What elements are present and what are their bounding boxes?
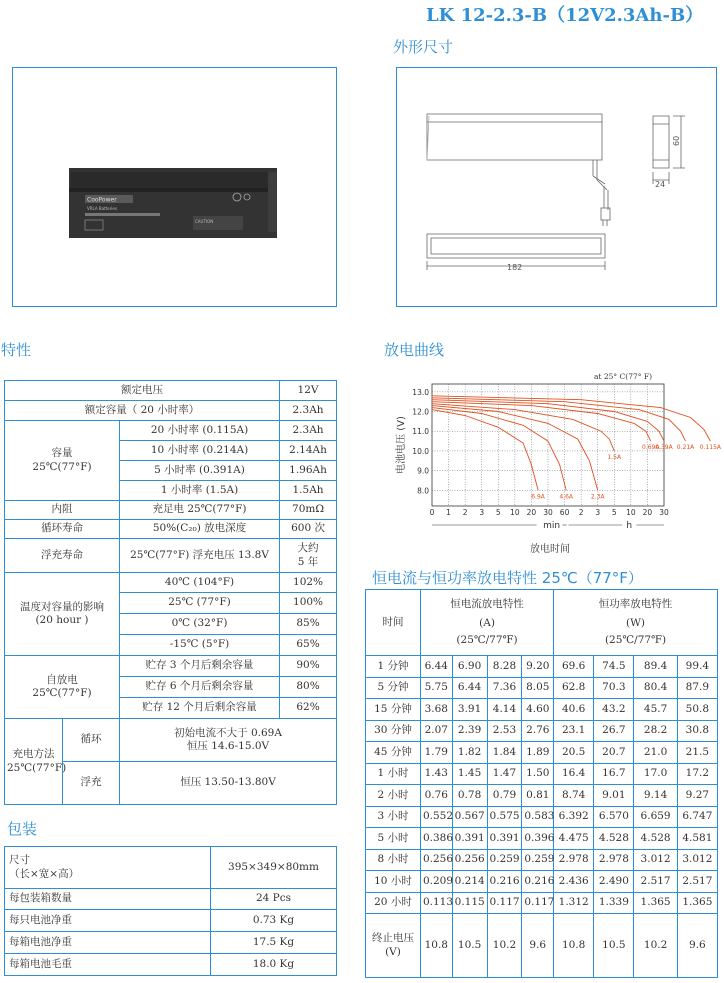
value-cell: 9.14 (634, 785, 677, 807)
value-cell: 9.01 (594, 785, 634, 807)
capacity-row-value: 1.5Ah (280, 481, 337, 501)
value-cell: 3.91 (452, 699, 487, 721)
value-cell: 2.517 (677, 871, 717, 893)
value-cell: 6.44 (420, 656, 452, 678)
y-tick-label: 12.0 (412, 407, 429, 417)
table-row (5, 847, 337, 889)
temp-row-label: 25℃ (77°F) (120, 593, 280, 614)
cp-cond: (25℃/77℉) (604, 634, 667, 647)
self-row-label: 贮存 12 个月后剩余容量 (120, 698, 280, 719)
cycle-label: 循环寿命 (5, 520, 120, 539)
value-cell: 20.7 (594, 742, 634, 764)
value-cell: 45.7 (634, 699, 677, 721)
value-cell: 0.567 (452, 806, 487, 828)
value-cell: 0.583 (522, 806, 554, 828)
table-row (366, 892, 718, 914)
x-tick-label: 30 (543, 508, 553, 517)
value-cell: 3.012 (634, 849, 677, 871)
self-cond-text: 25℃(77°F) (32, 687, 92, 699)
y-tick-label: 11.0 (412, 427, 429, 437)
x-tick-label: 5 (495, 508, 501, 517)
time-cell: 1 分钟 (366, 656, 421, 678)
value-cell: 1.312 (554, 892, 594, 914)
table-row (366, 763, 718, 785)
float-cond: 25℃(77°F) 浮充电压 13.8V (120, 539, 280, 573)
value-cell: 4.581 (677, 828, 717, 850)
value-cell: 0.552 (420, 806, 452, 828)
time-cell: 30 分钟 (366, 720, 421, 742)
temp-row-value: 102% (280, 573, 337, 593)
pack-size-value: 395×349×80mm (211, 847, 337, 889)
value-cell: 1.365 (677, 892, 717, 914)
self-label (5, 656, 120, 719)
table-row (366, 849, 718, 871)
value-cell: 0.391 (452, 828, 487, 850)
discharge-chart (380, 366, 722, 560)
time-cell: 1 小时 (366, 763, 421, 785)
end-voltage-cell: 10.5 (594, 914, 634, 978)
series-line-4.6A (432, 408, 566, 491)
temp-row-value: 65% (280, 635, 337, 656)
pack-table (4, 846, 337, 976)
value-cell: 1.45 (452, 763, 487, 785)
value-cell: 21.5 (677, 742, 717, 764)
value-cell: 1.89 (522, 742, 554, 764)
temp-row-label: 40℃ (104°F) (120, 573, 280, 593)
ir-cond: 充足电 25℃(77°F) (120, 501, 280, 520)
capacity-row-label: 1 小时率 (1.5A) (120, 481, 280, 501)
value-cell: 8.74 (554, 785, 594, 807)
value-cell: 0.76 (420, 785, 452, 807)
value-cell: 99.4 (677, 656, 717, 678)
table-row (5, 932, 337, 954)
cc-header (420, 590, 553, 656)
cycle-use-value-1: 初始电流不大于 0.69A (174, 726, 282, 739)
dimension-drawing (397, 68, 716, 306)
cycle-use-value-2: 恒压 14.6-15.0V (186, 740, 270, 752)
table-row (366, 656, 718, 678)
pack-row-value: 24 Pcs (211, 889, 337, 910)
float-value-2: 5 年 (297, 555, 319, 568)
end-voltage-cell: 10.8 (420, 914, 452, 978)
section-props-title: 特性 (1, 341, 32, 359)
value-cell: 87.9 (677, 677, 717, 699)
x-tick-label: 2 (462, 508, 468, 517)
value-cell: 6.659 (634, 806, 677, 828)
capacity-label-text: 容量 (51, 447, 73, 460)
value-cell: 6.570 (594, 806, 634, 828)
value-cell: 28.2 (634, 720, 677, 742)
spec-table (4, 380, 337, 805)
y-axis-label: 电池电压 (V) (396, 416, 407, 474)
time-cell: 20 小时 (366, 892, 421, 914)
pack-row-value: 0.73 Kg (211, 910, 337, 932)
end-voltage-cell: 10.8 (554, 914, 594, 978)
x-tick-label: 0 (429, 508, 435, 517)
value-cell: 1.365 (634, 892, 677, 914)
x-tick-label: 30 (659, 508, 669, 517)
capacity-row-value: 2.14Ah (280, 441, 337, 461)
series-label: 0.21A (676, 444, 695, 452)
value-cell: 9.20 (522, 656, 554, 678)
dim-width: 24 (655, 180, 666, 189)
x-tick-label: 3 (479, 508, 485, 517)
value-cell: 2.53 (487, 720, 522, 742)
pack-size-label-2: （长×宽×高） (9, 867, 80, 880)
pack-row-label: 每箱电池净重 (5, 932, 211, 954)
ir-label: 内阻 (5, 501, 120, 520)
x-tick-label: 3 (595, 508, 601, 517)
capacity-cond-text: 25℃(77°F) (32, 460, 92, 473)
y-tick-label: 13.0 (412, 387, 429, 397)
time-cell: 3 小时 (366, 806, 421, 828)
table-row (5, 401, 337, 421)
end-voltage-cell: 9.6 (677, 914, 717, 978)
self-label-text: 自放电 (46, 673, 78, 686)
capacity-label (5, 421, 120, 501)
temp-row-label: 0℃ (32°F) (120, 614, 280, 635)
table-row (5, 381, 337, 401)
chart-annotation: at 25° C(77° F) (594, 372, 653, 381)
value-cell: 62.8 (554, 677, 594, 699)
table-row (5, 656, 337, 677)
table-row (366, 720, 718, 742)
cp-header-text: 恒功率放电特性 (598, 597, 673, 610)
self-row-value: 80% (280, 677, 337, 698)
value-cell: 0.214 (452, 871, 487, 893)
value-cell: 1.82 (452, 742, 487, 764)
y-tick-label: 10.0 (412, 446, 429, 456)
temp-row-value: 100% (280, 593, 337, 614)
series-label: 1.5A (607, 453, 622, 461)
section-cc-title: 恒电流与恒功率放电特性 25℃（77°F） (372, 569, 643, 587)
temp-label-text: 温度对容量的影响 (20, 600, 104, 613)
table-row (5, 954, 337, 976)
value-cell: 4.60 (522, 699, 554, 721)
value-cell: 1.47 (487, 763, 522, 785)
series-label: 2.3A (590, 493, 605, 501)
table-row (5, 573, 337, 593)
value-cell: 0.216 (522, 871, 554, 893)
rated-capacity-label: 额定容量（ 20 小时率） (5, 401, 280, 421)
value-cell: 2.490 (594, 871, 634, 893)
cp-unit: (W) (626, 616, 646, 629)
value-cell: 1.84 (487, 742, 522, 764)
end-voltage-label (366, 914, 421, 978)
table-row (5, 520, 337, 539)
self-row-label: 贮存 3 个月后剩余容量 (120, 656, 280, 677)
product-photo-frame (12, 67, 337, 307)
section-pack-title: 包装 (7, 820, 38, 838)
x-axis-label: 放电时间 (530, 544, 570, 555)
value-cell: 40.6 (554, 699, 594, 721)
value-cell: 0.259 (487, 849, 522, 871)
float-value (280, 539, 337, 573)
value-cell: 6.747 (677, 806, 717, 828)
capacity-row-value: 1.96Ah (280, 461, 337, 481)
value-cell: 16.4 (554, 763, 594, 785)
cycle-cond: 50%(C₂₀) 放电深度 (120, 520, 280, 539)
value-cell: 0.391 (487, 828, 522, 850)
series-label: 4.6A (559, 493, 574, 501)
value-cell: 2.07 (420, 720, 452, 742)
value-cell: 6.44 (452, 677, 487, 699)
value-cell: 80.4 (634, 677, 677, 699)
value-cell: 1.339 (594, 892, 634, 914)
series-label: 0.39A (655, 444, 673, 452)
table-row (5, 910, 337, 932)
value-cell: 23.1 (554, 720, 594, 742)
value-cell: 30.8 (677, 720, 717, 742)
value-cell: 2.39 (452, 720, 487, 742)
value-cell: 0.81 (522, 785, 554, 807)
table-row (5, 421, 337, 441)
temp-label-sub: (20 hour ) (35, 614, 89, 626)
value-cell: 1.43 (420, 763, 452, 785)
pack-row-label: 每只电池净重 (5, 910, 211, 932)
value-cell: 0.209 (420, 871, 452, 893)
table-row (5, 539, 337, 573)
capacity-row-label: 20 小时率 (0.115A) (120, 421, 280, 441)
value-cell: 6.90 (452, 656, 487, 678)
series-label: 0.115A (699, 444, 722, 452)
value-cell: 1.50 (522, 763, 554, 785)
rated-voltage-label: 额定电压 (5, 381, 280, 401)
temp-row-value: 85% (280, 614, 337, 635)
cycle-use-value (120, 719, 337, 762)
value-cell: 8.05 (522, 677, 554, 699)
time-cell: 2 小时 (366, 785, 421, 807)
cc-cp-table (365, 589, 718, 978)
value-cell: 0.117 (522, 892, 554, 914)
value-cell: 89.4 (634, 656, 677, 678)
value-cell: 0.256 (420, 849, 452, 871)
charge-cond-text: 25℃(77°F) (7, 761, 67, 774)
x-tick-label: 2 (578, 508, 584, 517)
value-cell: 21.0 (634, 742, 677, 764)
value-cell: 69.6 (554, 656, 594, 678)
float-use-value: 恒压 13.50-13.80V (120, 762, 337, 805)
value-cell: 2.517 (634, 871, 677, 893)
end-voltage-cell: 10.2 (487, 914, 522, 978)
series-line-6.9A (432, 410, 538, 491)
value-cell: 4.475 (554, 828, 594, 850)
value-cell: 9.27 (677, 785, 717, 807)
cp-header (554, 590, 718, 656)
section-dims-title: 外形尺寸 (393, 38, 454, 56)
temp-label (5, 573, 120, 656)
value-cell: 2.978 (554, 849, 594, 871)
rated-voltage-value: 12V (280, 381, 337, 401)
table-row (366, 677, 718, 699)
caution-text: CAUTION (195, 219, 214, 224)
x-tick-label: 5 (611, 508, 617, 517)
self-row-value: 62% (280, 698, 337, 719)
value-cell: 0.117 (487, 892, 522, 914)
x-tick-label: 20 (526, 508, 537, 517)
value-cell: 0.79 (487, 785, 522, 807)
x-tick-label: 10 (510, 508, 520, 517)
pack-row-label: 每箱电池毛重 (5, 954, 211, 976)
brand-sub-text: VRLA Batteries (87, 206, 117, 211)
table-row (366, 828, 718, 850)
value-cell: 2.978 (594, 849, 634, 871)
value-cell: 3.68 (420, 699, 452, 721)
x-tick-label: 1 (446, 508, 451, 517)
value-cell: 0.386 (420, 828, 452, 850)
cycle-use-label: 循环 (63, 719, 120, 762)
ir-value: 70mΩ (280, 501, 337, 520)
value-cell: 50.8 (677, 699, 717, 721)
value-cell: 0.256 (452, 849, 487, 871)
pack-row-value: 17.5 Kg (211, 932, 337, 954)
pack-row-value: 18.0 Kg (211, 954, 337, 976)
self-row-label: 贮存 6 个月后剩余容量 (120, 677, 280, 698)
value-cell: 16.7 (594, 763, 634, 785)
float-use-label: 浮充 (63, 762, 120, 805)
capacity-row-label: 10 小时率 (0.214A) (120, 441, 280, 461)
value-cell: 0.396 (522, 828, 554, 850)
end-voltage-cell: 9.6 (522, 914, 554, 978)
value-cell: 4.528 (634, 828, 677, 850)
table-row (5, 719, 337, 762)
value-cell: 2.436 (554, 871, 594, 893)
value-cell: 26.7 (594, 720, 634, 742)
table-row (366, 699, 718, 721)
pack-row-label: 每包装箱数量 (5, 889, 211, 910)
value-cell: 3.012 (677, 849, 717, 871)
page-title: LK 12-2.3-B（12V2.3Ah-B） (426, 5, 704, 26)
x-group-h: h (626, 521, 633, 531)
x-group-min: min (543, 521, 561, 531)
cycle-value: 600 次 (280, 520, 337, 539)
value-cell: 1.79 (420, 742, 452, 764)
value-cell: 4.528 (594, 828, 634, 850)
end-voltage-cell: 10.5 (452, 914, 487, 978)
section-discharge-title: 放电曲线 (384, 341, 445, 359)
value-cell: 5.75 (420, 677, 452, 699)
value-cell: 2.76 (522, 720, 554, 742)
x-tick-label: 60 (559, 508, 570, 517)
time-cell: 15 分钟 (366, 699, 421, 721)
table-row (366, 785, 718, 807)
value-cell: 6.392 (554, 806, 594, 828)
time-cell: 8 小时 (366, 849, 421, 871)
value-cell: 0.259 (522, 849, 554, 871)
time-header: 时间 (366, 590, 421, 656)
table-row (366, 806, 718, 828)
value-cell: 43.2 (594, 699, 634, 721)
value-cell: 70.3 (594, 677, 634, 699)
x-tick-label: 20 (642, 508, 653, 517)
table-row (5, 501, 337, 520)
value-cell: 0.115 (452, 892, 487, 914)
cc-cond: (25℃/77℉) (456, 634, 518, 647)
float-value-1: 大约 (297, 542, 319, 555)
series-label: 6.9A (531, 493, 545, 501)
y-tick-label: 9.0 (417, 466, 429, 476)
pack-size-label-1: 尺寸 (9, 854, 30, 867)
table-row (5, 889, 337, 910)
value-cell: 74.5 (594, 656, 634, 678)
end-voltage-label-1: 终止电压 (371, 932, 414, 945)
series-line-2.3A (432, 406, 598, 491)
value-cell: 0.113 (420, 892, 452, 914)
float-label: 浮充寿命 (5, 539, 120, 573)
series-label: 0.69A (642, 444, 660, 452)
charge-label (5, 719, 67, 805)
dim-height: 60 (672, 135, 681, 146)
capacity-row-label: 5 小时率 (0.391A) (120, 461, 280, 481)
y-tick-label: 8.0 (417, 486, 429, 496)
value-cell: 4.14 (487, 699, 522, 721)
charge-label-text: 充电方法 (12, 748, 55, 761)
value-cell: 0.216 (487, 871, 522, 893)
value-cell: 17.2 (677, 763, 717, 785)
table-row (366, 914, 718, 978)
rated-capacity-value: 2.3Ah (280, 401, 337, 421)
end-voltage-label-2: (V) (385, 945, 401, 958)
table-row (366, 742, 718, 764)
table-header-row (366, 590, 718, 656)
dim-length: 182 (507, 263, 523, 272)
capacity-row-value: 2.3Ah (280, 421, 337, 441)
value-cell: 8.28 (487, 656, 522, 678)
time-cell: 45 分钟 (366, 742, 421, 764)
value-cell: 0.78 (452, 785, 487, 807)
pack-size-label (5, 847, 211, 889)
value-cell: 20.5 (554, 742, 594, 764)
end-voltage-cell: 10.2 (634, 914, 677, 978)
table-row (366, 871, 718, 893)
time-cell: 5 小时 (366, 828, 421, 850)
battery-photo (13, 68, 336, 306)
dimension-drawing-frame (396, 67, 717, 307)
x-tick-label: 10 (626, 508, 636, 517)
temp-row-label: -15℃ (5°F) (120, 635, 280, 656)
time-cell: 5 分钟 (366, 677, 421, 699)
self-row-value: 90% (280, 656, 337, 677)
value-cell: 0.575 (487, 806, 522, 828)
value-cell: 17.0 (634, 763, 677, 785)
cc-header-text: 恒电流放电特性 (450, 597, 524, 610)
value-cell: 7.36 (487, 677, 522, 699)
brand-text: CooPower (87, 196, 117, 204)
cc-unit: (A) (479, 616, 495, 629)
time-cell: 10 小时 (366, 871, 421, 893)
